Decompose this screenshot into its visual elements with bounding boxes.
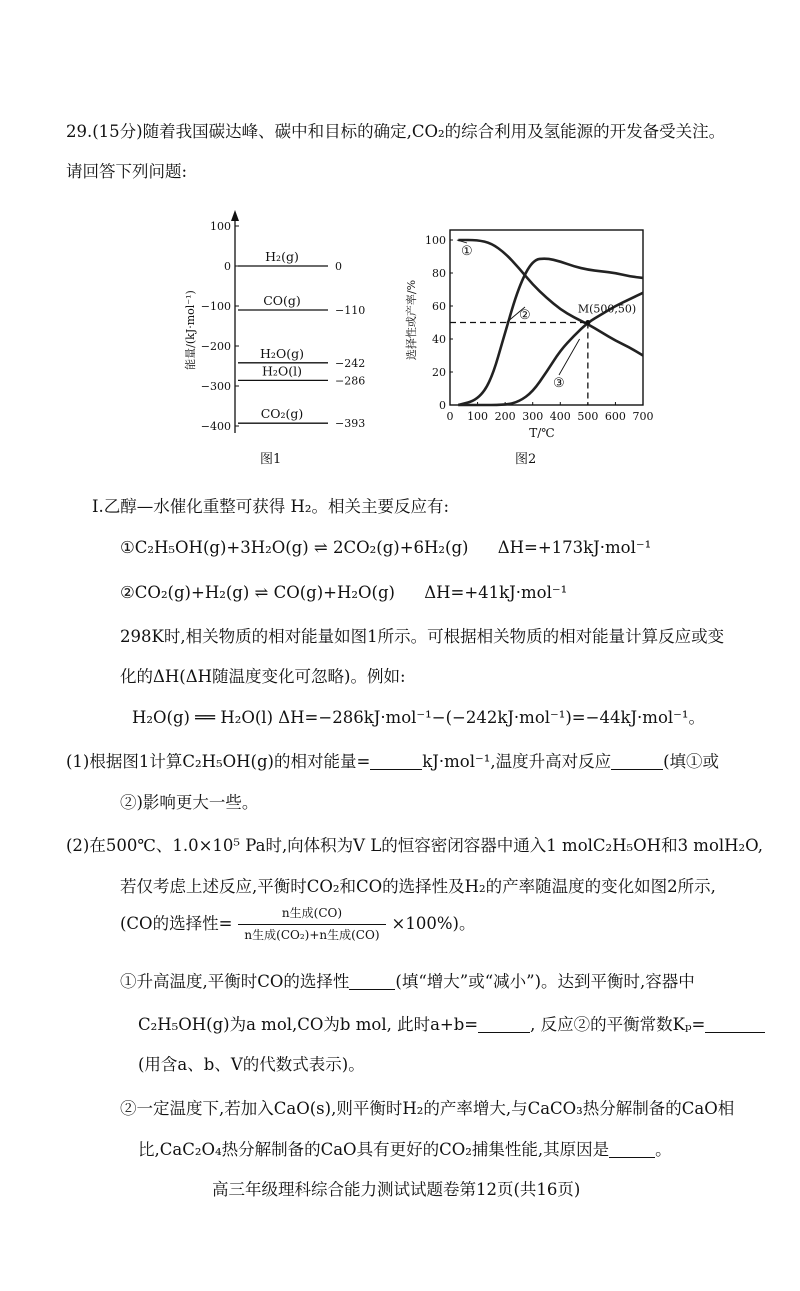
note-line-1: 298K时,相关物质的相对能量如图1所示。可根据相关物质的相对能量计算反应或变 — [120, 627, 725, 646]
fig2-point-m — [585, 320, 590, 325]
fig1-level-value: 0 — [335, 260, 342, 273]
fig2-series-label: ② — [519, 308, 531, 323]
formula-suffix: ×100%)。 — [391, 914, 476, 933]
question-intro: 随着我国碳达峰、碳中和目标的确定,CO₂的综合利用及氢能源的开发备受关注。 — [142, 122, 726, 141]
reaction-1-equation: ①C₂H₅OH(g)+3H₂O(g) ⇌ 2CO₂(g)+6H₂(g) — [120, 538, 469, 557]
fig2-y-tick-label: 100 — [425, 234, 446, 247]
formula-numerator: n生成(CO) — [238, 906, 385, 925]
fig2-y-tick-label: 0 — [439, 399, 446, 412]
fig1-axis-arrow — [231, 210, 239, 221]
fig1-level-value: −242 — [335, 356, 366, 370]
fig2-x-tick-label: 0 — [446, 410, 454, 423]
formula-denominator: n生成(CO₂)+n生成(CO) — [244, 928, 380, 942]
fig2-series-line — [458, 259, 643, 405]
fig1-level-species: H₂(g) — [265, 249, 299, 264]
q1-text-c: (填①或 — [663, 752, 720, 771]
fig1-level-species: CO(g) — [263, 293, 301, 308]
q2-line-2: 若仅考虑上述反应,平衡时CO₂和CO的选择性及H₂的产率随温度的变化如图2所示, — [120, 877, 716, 896]
reaction-2-dh: ΔH=+41kJ·mol⁻¹ — [424, 583, 568, 602]
q2-sub1-line-3: (用含a、b、V的代数式表示)。 — [138, 1055, 365, 1074]
question-number: 29. — [66, 122, 93, 141]
q1-text-b: kJ·mol⁻¹,温度升高对反应 — [422, 752, 612, 771]
q2-sub2-line-1: ②一定温度下,若加入CaO(s),则平衡时H₂的产率增大,与CaCO₃热分解制备的CaO相 — [120, 1099, 735, 1118]
q2-sub2-text: 比,CaC₂O₄热分解制备的CaO具有更好的CO₂捕集性能,其原因是 — [138, 1140, 610, 1159]
fig2-y-tick-label: 40 — [432, 333, 446, 346]
q2-sub1-line-1 — [120, 972, 695, 992]
reaction-2-equation: ②CO₂(g)+H₂(g) ⇌ CO(g)+H₂O(g) — [120, 583, 395, 602]
figure-2 — [405, 225, 665, 465]
fig1-tick-label: −400 — [200, 420, 231, 433]
fig2-series-label: ① — [461, 244, 473, 259]
figure-1 — [180, 205, 380, 470]
fig1-tick-label: 100 — [210, 220, 231, 233]
fig2-y-tick-label: 20 — [432, 366, 446, 379]
example-equation: H₂O(g) ══ H₂O(l) ΔH=−286kJ·mol⁻¹−(−242kJ·mol⁻¹)=−44kJ·mol⁻¹。 — [132, 708, 705, 727]
q2-formula — [120, 906, 475, 943]
fig2-label-leader — [559, 339, 580, 375]
page-footer: 高三年级理科综合能力测试试题卷第12页(共16页) — [212, 1180, 581, 1199]
fig2-x-tick-label: 400 — [549, 410, 571, 423]
fig2-y-tick-label: 60 — [432, 300, 446, 313]
q1-line-2: ②)影响更大一些。 — [120, 793, 259, 812]
q2-blank-sum[interactable] — [478, 1016, 530, 1034]
q2-blank-reason[interactable] — [609, 1141, 655, 1159]
fig1-level-species: H₂O(g) — [260, 345, 304, 361]
fig1-level-species: CO₂(g) — [260, 406, 304, 422]
q2-sub1-line-2 — [138, 1015, 765, 1035]
fig1-level-value: −393 — [335, 417, 366, 431]
formula-fraction — [238, 906, 385, 943]
fig2-x-tick-label: 500 — [577, 410, 599, 423]
reaction-1-dh: ΔH=+173kJ·mol⁻¹ — [497, 538, 652, 557]
q1-blank-1[interactable] — [370, 753, 422, 771]
q2-sub2-end: 。 — [655, 1140, 672, 1159]
fig2-x-tick-label: 200 — [494, 410, 516, 423]
fig1-ylabel: 能量/(kJ·mol⁻¹) — [184, 290, 197, 370]
q2-blank-kp[interactable] — [705, 1016, 765, 1034]
question-header — [66, 122, 725, 142]
fig2-x-tick-label: 100 — [467, 410, 489, 423]
fig1-tick-label: −100 — [200, 300, 231, 313]
fig2-x-tick-label: 700 — [632, 410, 654, 423]
fig1-caption: 图1 — [260, 452, 282, 467]
note-line-2: 化的ΔH(ΔH随温度变化可忽略)。例如: — [120, 667, 406, 686]
q2-sub2-line-2 — [138, 1140, 672, 1160]
section1-heading: Ⅰ.乙醇—水催化重整可获得 H₂。相关主要反应有: — [92, 497, 450, 516]
fig2-frame — [450, 230, 643, 405]
q2-sub1-text-d: , 反应②的平衡常数Kₚ= — [530, 1015, 706, 1034]
fig2-ylabel: 选择性或产率/% — [405, 279, 418, 361]
fig2-x-tick-label: 600 — [604, 410, 626, 423]
fig1-level-value: −110 — [335, 304, 366, 317]
q2-sub1-text-b: (填“增大”或“减小”)。达到平衡时,容器中 — [395, 972, 695, 991]
fig1-level-species: H₂O(l) — [262, 363, 302, 379]
q2-sub1-text-c: C₂H₅OH(g)为a mol,CO为b mol, 此时a+b= — [138, 1015, 479, 1034]
fig2-series-label: ③ — [553, 376, 565, 391]
fig2-xlabel: T/℃ — [529, 426, 555, 440]
fig1-tick-label: −200 — [200, 340, 231, 353]
q2-line-1: (2)在500℃、1.0×10⁵ Pa时,向体积为V L的恒容密闭容器中通入1 molC₂H₅OH和3 molH₂O, — [66, 836, 763, 855]
reaction-2 — [120, 583, 567, 603]
q1-line-1 — [66, 752, 719, 772]
question-score: (15分) — [92, 122, 143, 141]
q1-text-a: (1)根据图1计算C₂H₅OH(g)的相对能量= — [66, 752, 371, 771]
fig2-annotation-label: M(500,50) — [577, 302, 637, 316]
fig1-level-value: −286 — [335, 374, 366, 388]
fig2-y-tick-label: 80 — [432, 267, 446, 280]
question-prompt: 请回答下列问题: — [66, 162, 188, 181]
fig2-series-line — [458, 240, 643, 356]
fig1-tick-label: −300 — [200, 380, 231, 393]
fig2-x-tick-label: 300 — [522, 410, 544, 423]
q2-sub1-text-a: ①升高温度,平衡时CO的选择性 — [120, 972, 350, 991]
fig2-caption: 图2 — [515, 452, 537, 465]
fig1-tick-label: 0 — [224, 260, 231, 273]
q1-blank-2[interactable] — [611, 753, 663, 771]
q2-blank-selectivity[interactable] — [349, 973, 395, 991]
formula-prefix: (CO的选择性= — [120, 914, 233, 933]
reaction-1 — [120, 538, 651, 558]
